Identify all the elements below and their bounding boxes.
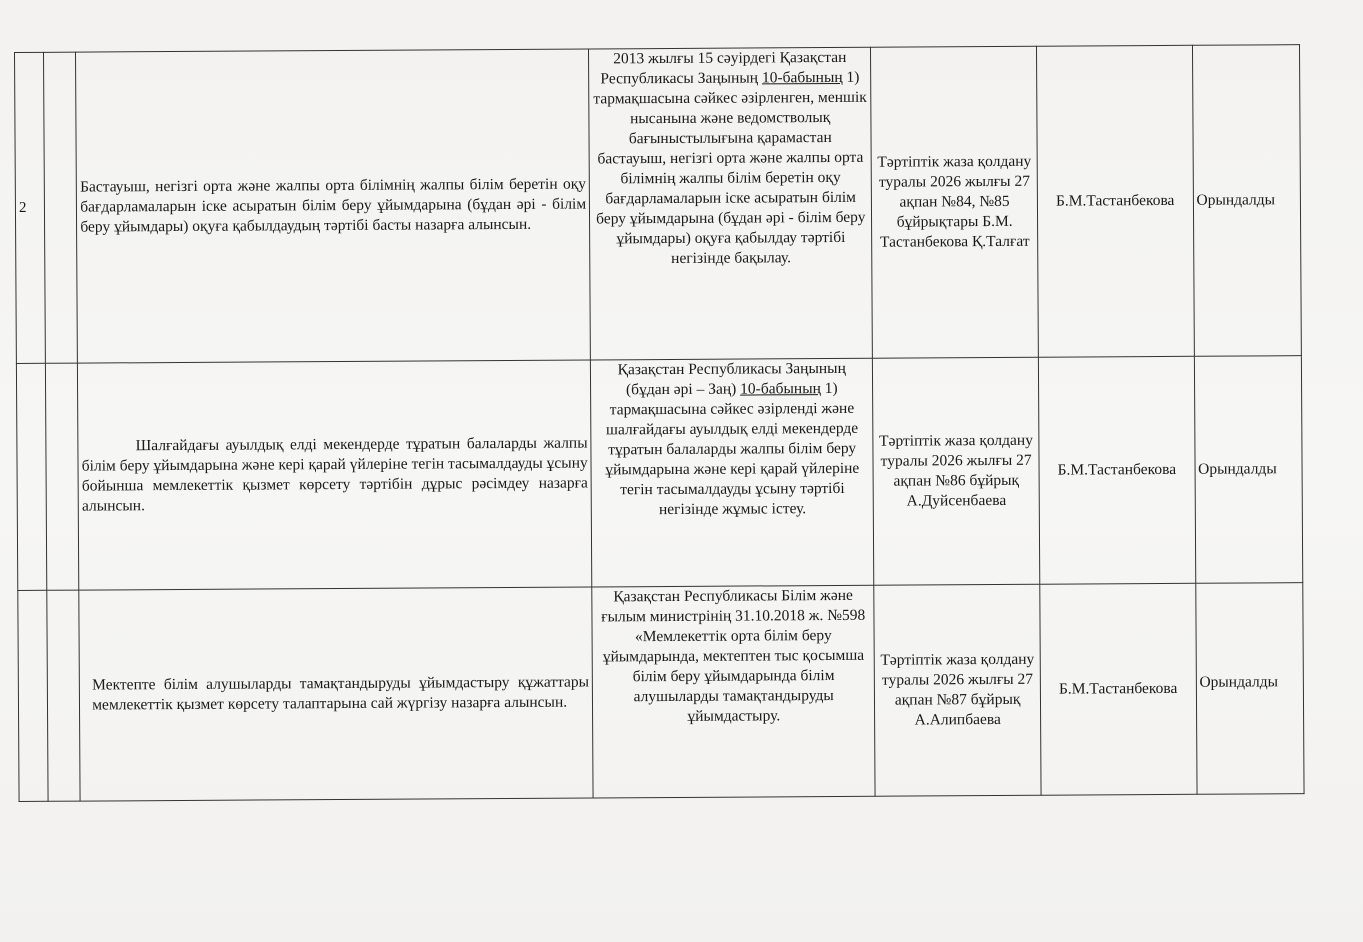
row-number-cell (15, 52, 46, 363)
task-cell: Мектепте білім алушыларды тамақтандыруды ұйымдастыру құжаттары мемлекеттік қызмет көрсету талаптарына сай жүргізу назарға алынсын. (79, 587, 593, 801)
row-number: 2 (18, 199, 27, 216)
order-cell: Тәртіптік жаза қолдану туралы 2026 жылғы 27 ақпан №84, №85 бұйрықтары Б.М. Тастанбекова Қ.Талғат (871, 46, 1039, 358)
law-article-link[interactable]: 10-бабының (740, 380, 821, 398)
basis-text: Қазақстан Республикасы Заңының (бұдан әрі – Заң) (617, 359, 846, 399)
responsible-cell: Б.М.Тастанбекова (1036, 45, 1193, 357)
empty-cell (44, 52, 78, 363)
basis-text-continued: 1) тармақшасына сәйкес әзірленді және шалғайдағы ауылдық елді мекендерде тұратын балаларды жалпы білім беру ұйымдарына және кері қарай үйлеріне тегін тасымалдауды ұсыну тәртібі негізінде жұмыс істеу. (605, 379, 860, 519)
status-cell: Орындалды (1192, 45, 1301, 357)
table-row (15, 45, 1302, 364)
responsible-cell: Б.М.Тастанбекова (1038, 356, 1195, 584)
order-cell: Тәртіптік жаза қолдану туралы 2026 жылғы 27 ақпан №87 бұйрық А.Алипбаева (874, 584, 1041, 796)
status-cell: Орындалды (1194, 356, 1303, 584)
empty-cell (46, 363, 80, 590)
row-number-cell (18, 590, 48, 801)
table-row (16, 356, 1302, 591)
order-cell: Тәртіптік жаза қолдану туралы 2026 жылғы 27 ақпан №86 бұйрық А.Дуйсенбаева (873, 357, 1040, 585)
basis-text-continued: 1) тармақшасына сәйкес әзірленген, меншік нысанына және ведомстволық бағыныстылығына қарамастан бастауыш, негізгі орта және жалпы орта білімнің жалпы білім беретін оқу бағдарламаларын іске асыратын білім беру ұйымдарына (бұдан әрі - білім беру ұйымдары) оқуға қабылдау тәртібі негізінде бақылау. (593, 68, 867, 267)
basis-cell (592, 585, 875, 798)
status-cell: Орындалды (1195, 583, 1304, 795)
empty-cell (47, 590, 80, 801)
law-article-link[interactable]: 10-бабының (761, 68, 843, 87)
control-results-table (14, 44, 1305, 802)
basis-cell (589, 47, 873, 360)
basis-text: 2013 жылғы 15 сәуірдегі Қазақстан Республикасы Заңының (600, 48, 847, 88)
table-row (18, 583, 1304, 802)
task-cell: Бастауыш, негізгі орта және жалпы орта білімнің жалпы білім беретін оқу бағдарламаларын іске асыратын білім беру ұйымдарына (бұдан әрі - білім беру ұйымдары) оқуға қабылдаудың тәртібі басты назарға алынсын. (76, 49, 591, 363)
basis-cell (591, 358, 874, 587)
responsible-cell: Б.М.Тастанбекова (1040, 583, 1197, 795)
basis-text: Қазақстан Республикасы Білім және ғылым министрінің 31.10.2018 ж. №598 «Мемлекеттік орта білім беру ұйымдарында, мектептен тыс қосымша білім беру ұйымдарында білім алушыларды тамақтандыруды ұйымдастыру. (601, 586, 866, 725)
row-number-cell (16, 363, 46, 590)
task-cell: Шалғайдағы ауылдық елді мекендерде тұратын балаларды жалпы білім беру ұйымдарына және кері қарай үйлеріне тегін тасымалдауды ұсыну бойынша мемлекеттік қызмет көрсету тәртібін дұрыс рәсімдеу назарға алынсын. (78, 360, 592, 590)
